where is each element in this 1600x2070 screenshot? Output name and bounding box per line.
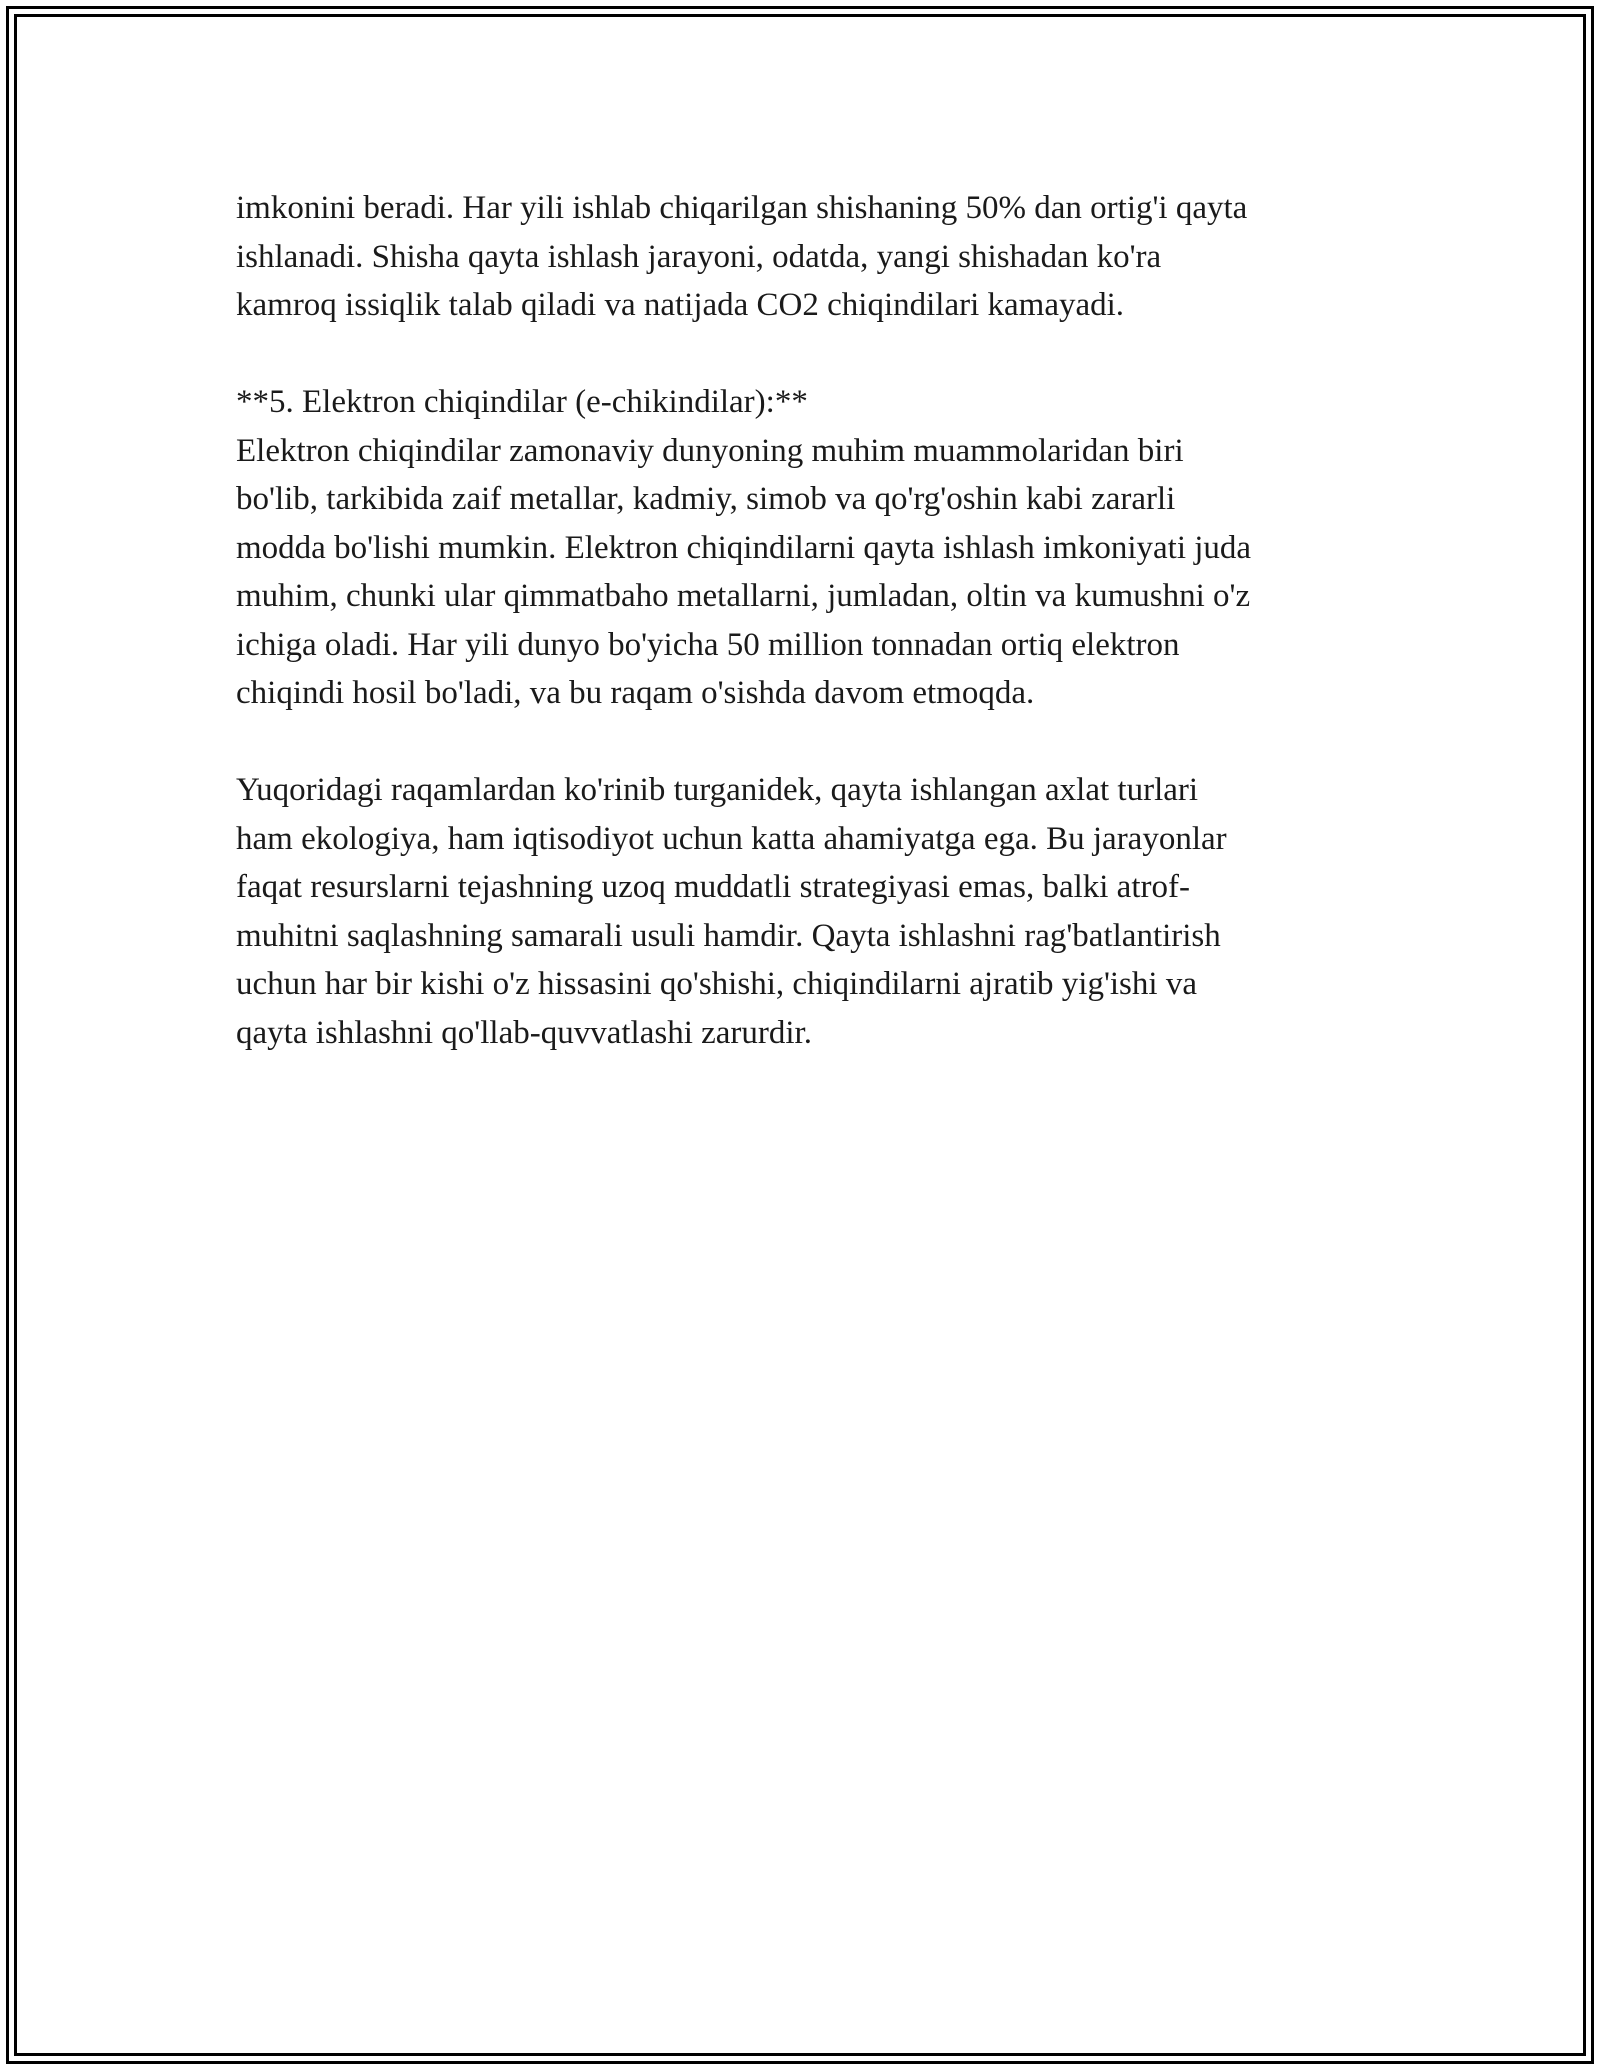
text-line: bo'lib, tarkibida zaif metallar, kadmiy, simob va qo'rg'oshin kabi zararli xyxy=(236,481,1176,517)
text-line: ishlanadi. Shisha qayta ishlash jarayoni, odatda, yangi shishadan ko'ra xyxy=(236,238,1162,275)
text-line: Yuqoridagi raqamlardan ko'rinib turganidek, qayta ishlangan axlat turlari xyxy=(236,772,1199,808)
paragraph-glass-recycling xyxy=(236,184,1386,330)
document-body xyxy=(236,184,1386,1106)
text-line: imkonini beradi. Har yili ishlab chiqarilgan shishaning 50% dan ortig'i qayta xyxy=(236,190,1248,226)
section-heading: **5. Elektron chiqindilar (e-chikindilar):** xyxy=(236,384,808,420)
section-electronic-waste xyxy=(236,378,1386,718)
text-line: muhim, chunki ular qimmatbaho metallarni, jumladan, oltin va kumushni o'z xyxy=(236,578,1251,614)
text-line: kamroq issiqlik talab qiladi va natijada CO2 chiqindilari kamayadi. xyxy=(236,287,1125,323)
text-line: ham ekologiya, ham iqtisodiyot uchun katta ahamiyatga ega. Bu jarayonlar xyxy=(236,820,1227,857)
text-line: Elektron chiqindilar zamonaviy dunyoning muhim muammolaridan biri xyxy=(236,432,1184,469)
text-line: chiqindi hosil bo'ladi, va bu raqam o'sishda davom etmoqda. xyxy=(236,675,1035,711)
text-line: qayta ishlashni qo'llab-quvvatlashi zarurdir. xyxy=(236,1014,812,1051)
text-line: modda bo'lishi mumkin. Elektron chiqindilarni qayta ishlash imkoniyati juda xyxy=(236,529,1252,566)
text-line: faqat resurslarni tejashning uzoq muddatli strategiyasi emas, balki atrof- xyxy=(236,869,1190,905)
paragraph-conclusion xyxy=(236,766,1386,1057)
text-line: uchun har bir kishi o'z hissasini qo'shishi, chiqindilarni ajratib yig'ishi va xyxy=(236,966,1197,1002)
text-line: muhitni saqlashning samarali usuli hamdir. Qayta ishlashni rag'batlantirish xyxy=(236,917,1221,954)
text-line: ichiga oladi. Har yili dunyo bo'yicha 50 million tonnadan ortiq elektron xyxy=(236,626,1180,663)
